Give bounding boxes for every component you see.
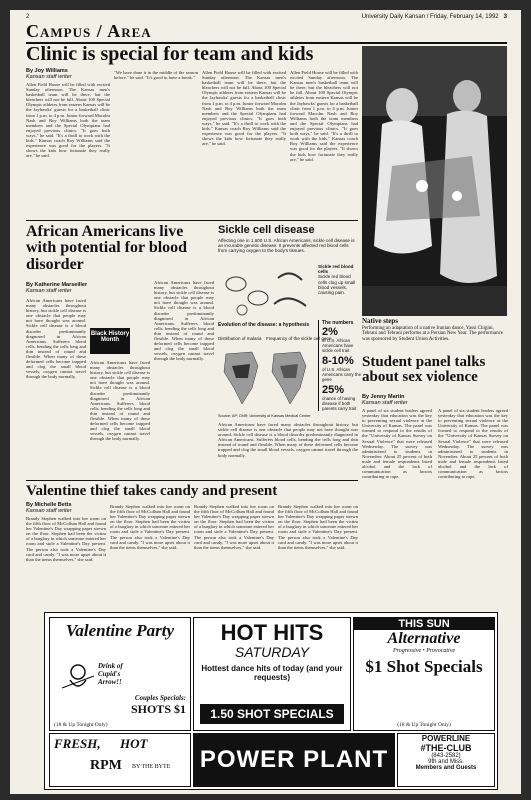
hot-hits-title: HOT HITS [220, 620, 324, 645]
panel-author: By Jenny Martin [362, 394, 405, 400]
valentine-party-ad [49, 617, 191, 731]
dancers-image [362, 46, 507, 316]
african-staff: Kansan staff writer [26, 288, 72, 294]
panel-byline [362, 394, 408, 406]
african-body-col3: African Americans have faced many obstacles throughout history, but sickle cell disease is one obstacle that people may not have thought was around. Sickle cell disease is a blood disorder predominantly diagnosed in African Americans. Sufferers blood cells, bending the cells long and thin instead of round and flexible. When many of these deformed cells become trapped and clog the small blood vessels, oxygen cannot travel through the body normally. [154, 280, 214, 362]
cupid-arrow-text: Drink of Cupid's Arrow!! [98, 662, 123, 686]
advertisement-block [44, 612, 498, 790]
valentine-author: By Michelle Betts [26, 502, 72, 508]
power-plant-ad [193, 733, 395, 787]
clinic-author: By Joy Williams [26, 68, 68, 74]
valentine-headline: Valentine thief takes candy and present [26, 483, 278, 499]
clinic-body-col3: Allen Field House will be filled with excited Sunday afternoon. The Kansas men's basketball team will be there, but the bleachers will not be full. About 100 Special Olympic athletes from eastern Kansas will be the Jayhawks' guests for a basketball clinic from 1 p.m. to 4 p.m. Junior forward Macolm Nash and Roy Williams both the team members and the Special Olympians had enjoyed previous clinics. "It goes both ways," he said. "It's a thrill to work with the kids." Kansas coach Roy Williams said the experience was good for the players. "It shows the kids how fortunate they really are," he said. [202, 70, 286, 147]
sickle-continued-text: African Americans have faced many obstacles throughout history, but sickle cell disease is one obstacle that people may not have thought was around. Sickle cell disease is a blood disorder predominantly diagnosed in African Americans. Sufferers blood cells, bending the cells long and thin instead of round and flexible. When many of these deformed cells become trapped and clog the small blood vessels, oxygen cannot travel through the body normally. [218, 422, 358, 458]
african-body-col2: African Americans have faced many obstacles throughout history, but sickle cell disease is one obstacle that people may not have thought was around. Sickle cell disease is a blood disorder predominantly diagnosed in African Americans. Sufferers blood cells, bending the cells long and thin instead of round and flexible. When many of these deformed cells become trapped and clog the small blood vessels, oxygen cannot travel through the body normally. [90, 360, 150, 442]
power-plant-title: POWER PLANT [199, 746, 389, 773]
clinic-byline [26, 68, 72, 80]
folio-left: 2 [26, 14, 30, 20]
frequency-label: Frequency of the sickle cell gene [266, 336, 332, 341]
panel-body-col2: A panel of six student leaders agreed yesterday that education was the key to preventing sexual violence at the University of Kansas. The panel was formed to respond to the results of the "University of Kansas Survey on Sexual Violence" that were released Wednesday. The survey was administered to students in November. About 25 percent of both male and female respondents listed alcohol and the lack of communication as factors contributing to rape. [438, 408, 508, 480]
stat-3-value: 25% [322, 384, 345, 396]
native-steps-photo [362, 46, 507, 316]
powerline-ad [397, 733, 495, 787]
fresh-text: FRESH, [54, 736, 101, 751]
valentine-party-title: Valentine Party [65, 621, 175, 640]
evolution-title: Evolution of the disease: a hypothesis [218, 322, 310, 328]
sun-title: THIS SUN [354, 618, 494, 630]
divider [26, 220, 358, 221]
african-body-col1: African Americans have faced many obstacles throughout history, but sickle cell disease is one obstacle that people may not have thought was around. Sickle cell disease is a blood disorder predominantly diagnosed in African Americans. Sufferers blood cells, bending the cells long and thin instead of round and flexible. When many of these deformed cells become trapped and clog the small blood vessels, oxygen cannot travel through the body normally. [26, 298, 86, 380]
malaria-label: Distribution of malaria [218, 336, 262, 341]
stat-1-text: of U.S. African Americans have sickle cell trait [322, 338, 354, 353]
hot-text: HOT [120, 736, 148, 751]
panel-body-col1: A panel of six student leaders agreed yesterday that education was the key to preventing sexual violence at the University of Kansas. The panel was formed to respond to the results of the "University of Kansas Survey on Sexual Violence" that were released Wednesday. The survey was administered to students in November. About 25 percent of both male and female respondents listed alcohol and the lack of communication as factors contributing to rape. [362, 408, 432, 480]
couples-specials: Couples Specials: [134, 694, 186, 702]
folio-right: University Daily Kansan / Friday, February 14, 1992 [361, 14, 499, 20]
valentine-byline [26, 502, 72, 514]
africa-maps [218, 348, 314, 408]
sun-progressive: Progressive • Provocative [392, 648, 456, 654]
african-headline: African Americans live with potential for blood disorder [26, 223, 188, 273]
native-caption-text: Performing an adaptation of a native Iranian dance, Yassi Chigini, Tehrani and Tehrani performs at a Persian New Year. The performance was sponsored by Student Union Activities. [362, 325, 504, 342]
clinic-body-col1: Allen Field House will be filled with excited Sunday afternoon. The Kansas men's basketball team will be there, but the bleachers will not be full. About 100 Special Olympic athletes from eastern Kansas will be the Jayhawks' guests for a basketball clinic from 1 p.m. to 4 p.m. Junior forward Macolm Nash and Roy Williams both the team members and the Special Olympians had enjoyed previous clinics. "It goes both ways," he said. "It's a thrill to work with the kids." Kansas coach Roy Williams said the experience was good for the players. "It shows the kids how fortunate they really are," he said. [26, 82, 110, 159]
valentine-party-footer: (18 & Up Tonight Only) [54, 722, 108, 728]
powerline-members: Members and Guests [415, 765, 477, 771]
stat-2-value: 8-10% [322, 355, 354, 367]
black-history-badge: Black History Month [90, 328, 130, 354]
panel-headline: Student panel talks about sex violence [362, 354, 486, 386]
panel-staff: Kansan staff writer [362, 400, 408, 406]
valentine-body-col4: Brandy Stephen walked into her room on the fifth floor of McCollum Hall and found her Valentine's Day wrapping paper strewn on the floor. Stephen had been the victim of a burglary in which someone entered her room and stole a Valentine's Day present. The person also took a Valentine's Day card and candy. "I was more upset about it than the items themselves," she said. [278, 504, 358, 550]
stat-1-value: 2% [322, 326, 338, 338]
sun-price: $1 Shot Specials [365, 657, 483, 676]
stat-2-text: of U.S. African Americans carry the gene [322, 367, 362, 382]
powerline-phone: (843-2582) [431, 753, 461, 759]
page-number: 3 [503, 14, 507, 20]
sickle-intro: Affecting one in 1,600 U.S. African Americans, sickle cell disease is an incurable genetic disease. It prevents affected red blood cells from carrying oxygen to the body's tissues. [218, 238, 355, 254]
cupid-icon [58, 662, 98, 698]
powerline-club: #THE-CLUB [420, 743, 472, 753]
rpm-text: RPM [90, 758, 122, 773]
valentine-body-col1: Brandy Stephen walked into her room on the fifth floor of McCollum Hall and found her Valentine's Day wrapping paper strewn on the floor. Stephen had been the victim of a burglary in which someone entered her room and stole a Valentine's Day present. The person also took a Valentine's Day card and candy. "I was more upset about it than the items themselves," she said. [26, 516, 106, 562]
valentine-body-col3: Brandy Stephen walked into her room on the fifth floor of McCollum Hall and found her Valentine's Day wrapping paper strewn on the floor. Stephen had been the victim of a burglary in which someone entered her room and stole a Valentine's Day present. The person also took a Valentine's Day card and candy. "I was more upset about it than the items themselves," she said. [194, 504, 274, 550]
newspaper-page [10, 10, 521, 794]
sickle-numbers [318, 320, 362, 411]
rpm-subtext: BY THE BYTE [132, 764, 171, 770]
african-author: By Katherine Marseiller [26, 282, 88, 288]
folio [26, 14, 507, 20]
section-title: Campus / Area [26, 21, 152, 41]
powerline-address: 9th and Miss. [428, 759, 464, 765]
section-header [26, 22, 507, 44]
clinic-body-col2: "We have done it in the middle of the season before," he said. "It's good to have a break." [114, 70, 198, 81]
numbers-title: The numbers [322, 320, 354, 326]
clinic-staff: Kansan staff writer [26, 74, 72, 80]
divider [26, 480, 358, 481]
hot-hits-line: Hottest dance hits of today (and your requests) [201, 664, 343, 682]
blood-cells-illustration [218, 264, 314, 318]
native-caption [362, 319, 507, 342]
valentine-staff: Kansan staff writer [26, 508, 72, 514]
valentine-body-col2: Brandy Stephen walked into her room on the fifth floor of McCollum Hall and found her Valentine's Day wrapping paper strewn on the floor. Stephen had been the victim of a burglary in which someone entered her room and stole a Valentine's Day present. The person also took a Valentine's Day card and candy. "I was more upset about it than the items themselves," she said. [110, 504, 190, 550]
sickle-side [318, 264, 358, 295]
shot-specials-banner: 1.50 SHOT SPECIALS [200, 704, 344, 724]
clinic-body-col4: Allen Field House will be filled with excited Sunday afternoon. The Kansas men's basketball team will be there, but the bleachers will not be full. About 100 Special Olympic athletes from eastern Kansas will be the Jayhawks' guests for a basketball clinic from 1 p.m. to 4 p.m. Junior forward Macolm Nash and Roy Williams both the team members and the Special Olympians had enjoyed previous clinics. "It goes both ways," he said. "It's a thrill to work with the kids." Kansas coach Roy Williams said the experience was good for the players. "It shows the kids how fortunate they really are," he said. [290, 70, 358, 162]
native-title: Native steps [362, 317, 398, 325]
powerline-title: POWERLINE [421, 734, 471, 743]
stat-3-text: chance of having disease if both parents carry trait [322, 396, 357, 411]
sickle-source: Source: AP; DNR; University of Kansas Medical Center [218, 414, 311, 418]
hot-hits-day: SATURDAY [234, 644, 310, 660]
sun-footer: (18 & Up Tonight Only) [397, 722, 451, 728]
african-byline [26, 282, 87, 294]
shots-price: SHOTS $1 [130, 702, 186, 716]
sun-alternative-ad [353, 617, 495, 731]
sickle-side-text: Sickle red blood cells clog up small blood vessels, causing pain. [318, 274, 356, 296]
hot-hits-ad [193, 617, 351, 731]
sickle-title: Sickle cell disease [218, 224, 315, 236]
sickle-side-label: Sickle red blood cells [318, 264, 354, 275]
clinic-headline: Clinic is special for team and kids [26, 43, 314, 65]
fresh-hot-rpm-ad [49, 733, 191, 787]
sickle-cell-graphic [218, 224, 362, 478]
sun-alternative: Alternative [387, 630, 461, 647]
